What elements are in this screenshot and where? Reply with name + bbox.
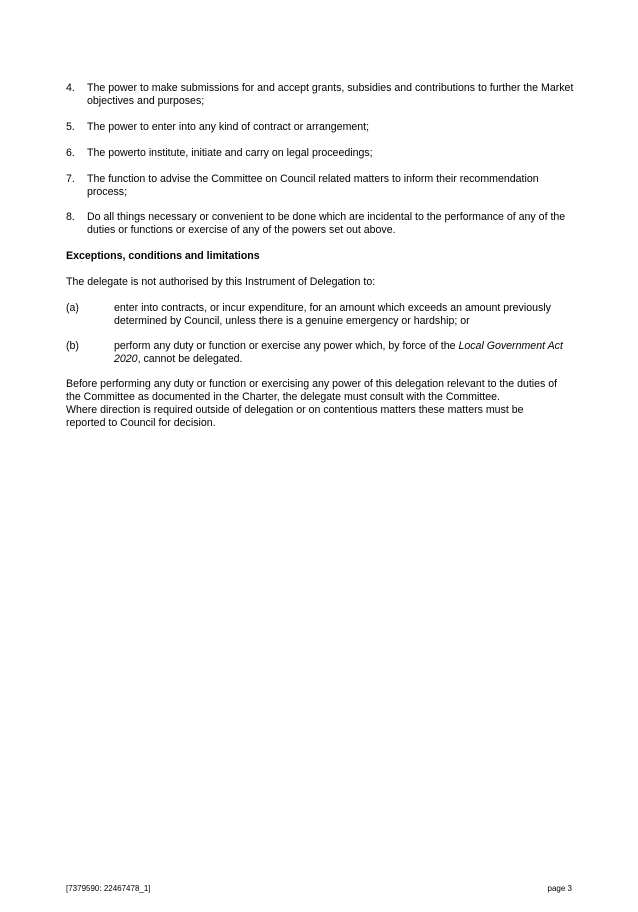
item-text: The power to enter into any kind of contract or arrangement; [87,121,370,133]
item-text: The powerto institute, initiate and carry on legal proceedings; [87,147,373,159]
footer-reference: [7379590: 22467478_1] [66,884,151,893]
item-text: The function to advise the Committee on Council related matters to inform their recommendation process; [87,173,539,198]
list-item [66,147,576,160]
list-item [66,173,576,199]
condition-item [66,340,576,366]
item-number: 6. [66,147,75,159]
act-name: Local Government Act 2020 [114,340,563,365]
item-text: The power to make submissions for and accept grants, subsidies and contributions to further the Market objectives and purposes; [87,82,574,107]
condition-label: (a) [66,302,79,314]
intro-paragraph: The delegate is not authorised by this Instrument of Delegation to: [66,276,376,288]
list-item [66,82,576,108]
item-number: 5. [66,121,75,133]
condition-item [66,302,576,328]
list-item [66,121,576,134]
item-text: Do all things necessary or convenient to be done which are incidental to the performance of any of the duties or functions or exercise of any of the powers set out above. [87,211,566,236]
footer-page-number: page 3 [547,884,572,893]
section-heading: Exceptions, conditions and limitations [66,250,260,262]
closing-paragraph [66,378,561,430]
closing-line-2: Where direction is required outside of delegation or on contentious matters these matters must be reported to Council for decision. [66,404,524,429]
condition-text: enter into contracts, or incur expenditure, for an amount which exceeds an amount previously determined by Council, unless there is a genuine emergency or hardship; or [114,302,551,327]
condition-text [114,340,576,366]
item-number: 7. [66,173,75,185]
closing-line-1: Before performing any duty or function or exercising any power of this delegation relevant to the duties of the Committee as documented in the Charter, the delegate must consult with the Committee. [66,378,558,403]
condition-text-before: perform any duty or function or exercise any power which, by force of the [114,340,459,352]
list-item [66,211,576,237]
condition-label: (b) [66,340,79,352]
condition-text-after: , cannot be delegated. [137,353,243,365]
item-number: 4. [66,82,75,94]
item-number: 8. [66,211,75,223]
